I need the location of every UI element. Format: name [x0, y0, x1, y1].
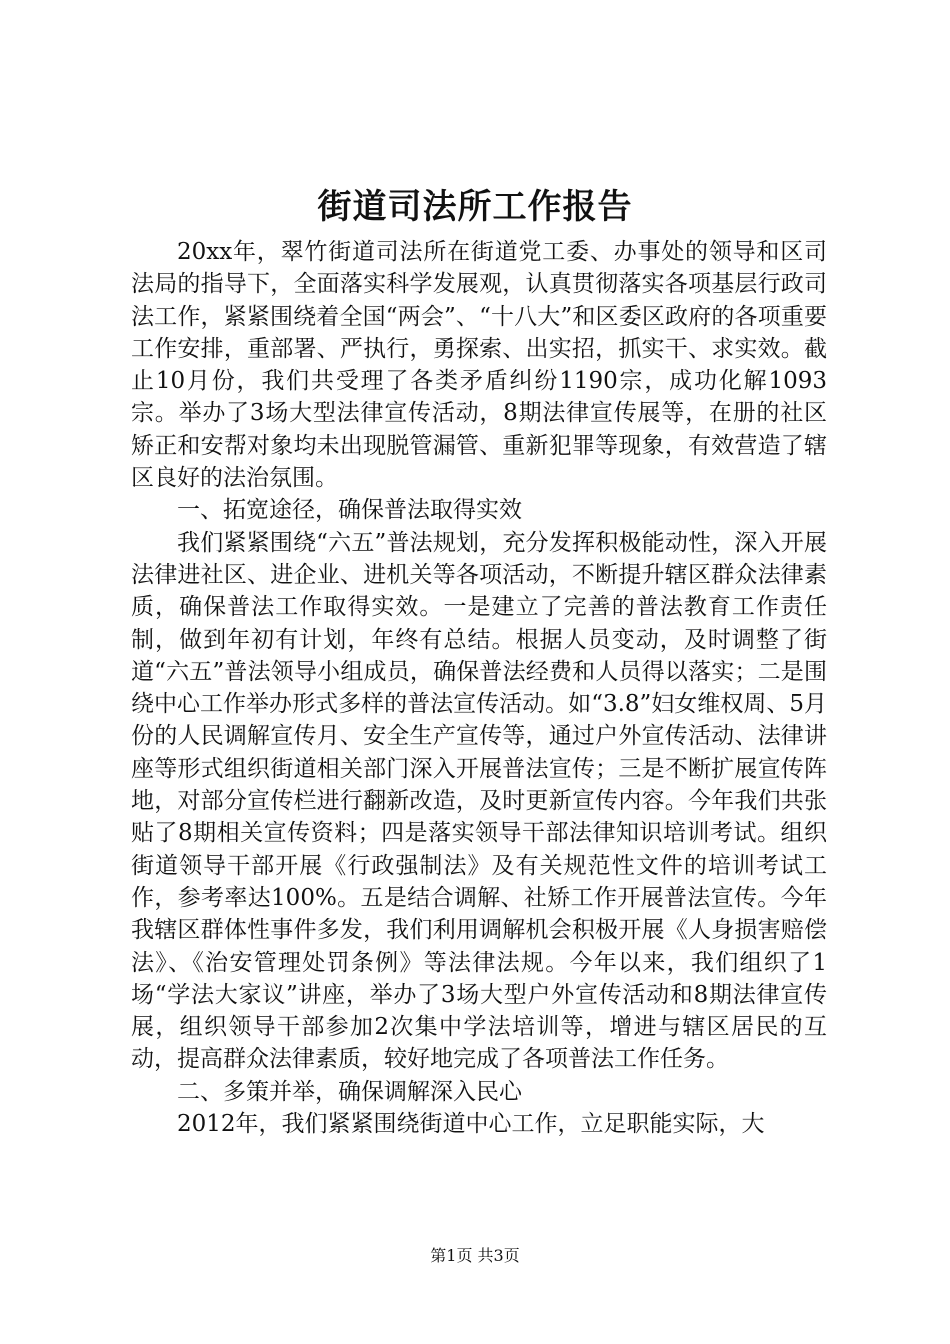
document-body [131, 236, 827, 1140]
page-footer [0, 1245, 950, 1267]
intro-paragraph: 20xx年，翠竹街道司法所在街道党工委、办事处的领导和区司法局的指导下，全面落实科学发展观，认真贯彻落实各项基层行政司法工作，紧紧围绕着全国“两会”、“十八大”和区委区政府的各项重要工作安排，重部署、严执行，勇探索、出实招，抓实干、求实效。截止10月份，我们共受理了各类矛盾纠纷1190宗，成功化解1093宗。举办了3场大型法律宣传活动，8期法律宣传展等，在册的社区矫正和安帮对象均未出现脱管漏管、重新犯罪等现象，有效营造了辖区良好的法治氛围。 [131, 239, 827, 492]
document-title: 街道司法所工作报告 [317, 187, 633, 227]
section-heading-2: 二、多策并举，确保调解深入民心 [177, 1078, 522, 1105]
page-indicator: 第1页 共3页 [430, 1246, 520, 1265]
section-heading-1: 一、拓宽途径，确保普法取得实效 [177, 497, 522, 524]
section-2-paragraph: 2012年，我们紧紧围绕街道中心工作，立足职能实际，大 [177, 1111, 765, 1138]
section-1-paragraph: 我们紧紧围绕“六五”普法规划，充分发挥积极能动性，深入开展法律进社区、进企业、进机关等各项活动，不断提升辖区群众法律素质，确保普法工作取得实效。一是建立了完善的普法教育工作责任制，做到年初有计划，年终有总结。根据人员变动，及时调整了街道“六五”普法领导小组成员，确保普法经费和人员得以落实；二是围绕中心工作举办形式多样的普法宣传活动。如“3.8”妇女维权周、5月份的人民调解宣传月、安全生产宣传等，通过户外宣传活动、法律讲座等形式组织街道相关部门深入开展普法宣传；三是不断扩展宣传阵地，对部分宣传栏进行翻新改造，及时更新宣传内容。今年我们共张贴了8期相关宣传资料；四是落实领导干部法律知识培训考试。组织街道领导干部开展《行政强制法》及有关规范性文件的培训考试工作，参考率达100%。五是结合调解、社矫工作开展普法宣传。今年我辖区群体性事件多发，我们利用调解机会积极开展《人身损害赔偿法》、《治安管理处罚条例》等法律法规。今年以来，我们组织了1场“学法大家议”讲座，举办了3场大型户外宣传活动和8期法律宣传展，组织领导干部参加2次集中学法培训等，增进与辖区居民的互动，提高群众法律素质，较好地完成了各项普法工作任务。 [131, 529, 827, 1073]
